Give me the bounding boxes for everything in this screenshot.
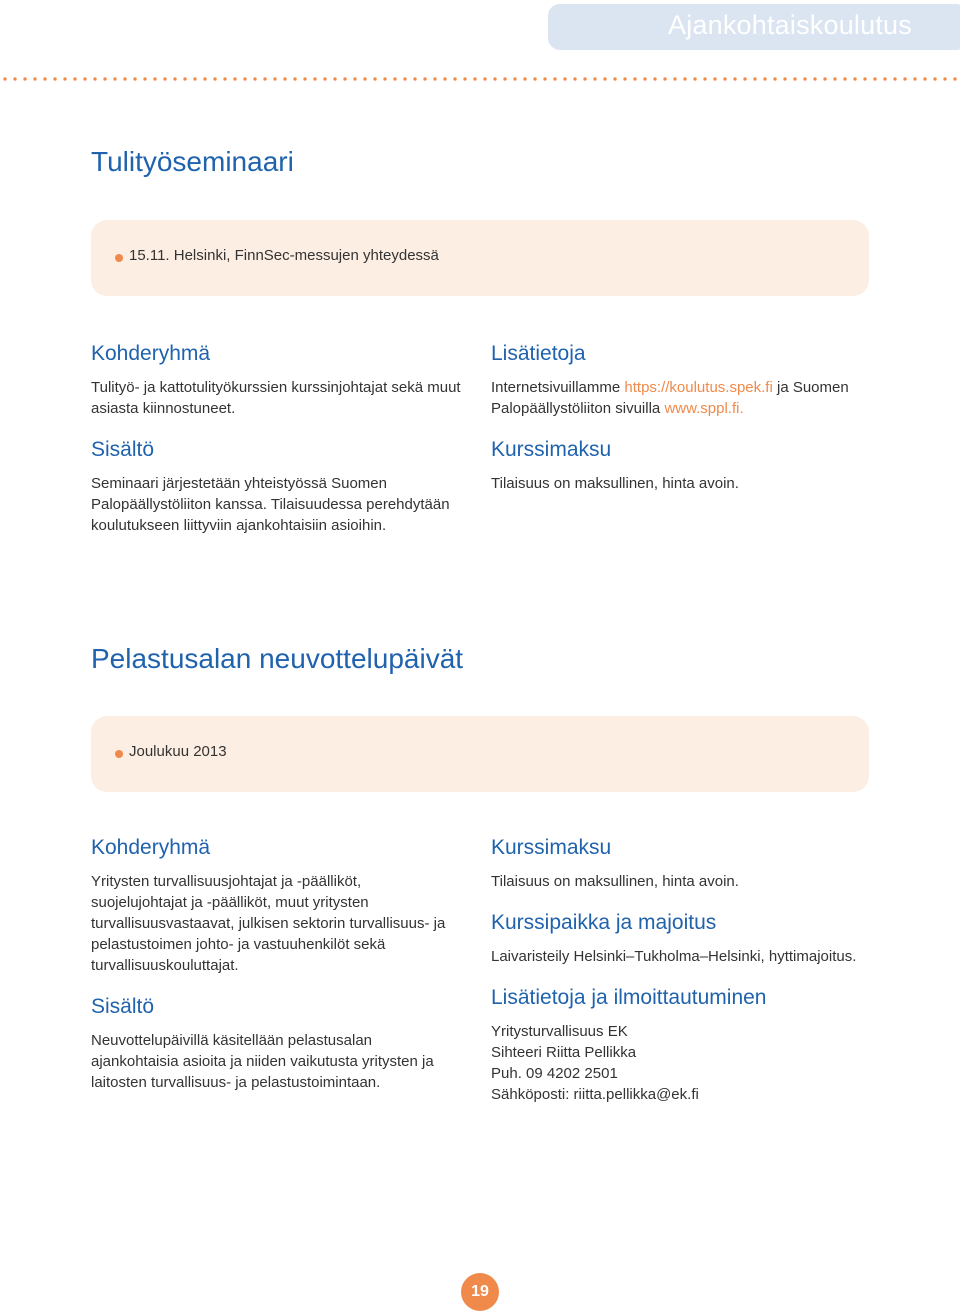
seminar1-date: 15.11. Helsinki, FinnSec-messujen yhteydessä bbox=[129, 247, 439, 264]
seminar1-right-column bbox=[491, 341, 869, 512]
seminar1-fee-heading: Kurssimaksu bbox=[491, 438, 612, 461]
seminar2-contact-block bbox=[491, 1021, 869, 1105]
seminar2-date: Joulukuu 2013 bbox=[129, 743, 227, 760]
seminar2-target-heading: Kohderyhmä bbox=[91, 836, 211, 859]
page-number: 19 bbox=[461, 1273, 499, 1311]
seminar1-left-column bbox=[91, 341, 461, 554]
seminar1-target-heading: Kohderyhmä bbox=[91, 342, 211, 365]
seminar1-title: Tulityöseminaari bbox=[91, 146, 294, 177]
seminar2-fee-heading: Kurssimaksu bbox=[491, 836, 612, 859]
sppl-link[interactable]: www.sppl.fi. bbox=[664, 400, 744, 417]
contact-name: Sihteeri Riitta Pellikka bbox=[491, 1044, 637, 1061]
contact-email[interactable]: Sähköposti: riitta.pellikka@ek.fi bbox=[491, 1086, 699, 1103]
dotted-divider bbox=[0, 77, 960, 81]
seminar2-venue-text: Laivaristeily Helsinki–Tukholma–Helsinki, hyttimajoitus. bbox=[491, 948, 857, 965]
contact-phone: Puh. 09 4202 2501 bbox=[491, 1065, 618, 1082]
bullet-icon bbox=[115, 254, 123, 262]
seminar1-fee-text: Tilaisuus on maksullinen, hinta avoin. bbox=[491, 475, 739, 492]
seminar2-right-column bbox=[491, 835, 869, 1105]
seminar2-date-box bbox=[91, 716, 869, 792]
bullet-icon bbox=[115, 750, 123, 758]
seminar1-date-box bbox=[91, 220, 869, 296]
info-text-before: Internetsivuillamme bbox=[491, 379, 625, 396]
seminar2-target-text: Yritysten turvallisuusjohtajat ja -päälliköt, suojelujohtajat ja -päälliköt, muut yritysten turvallisuusvastaavat, julkisen sektorin turvallisuus- ja pelastustoimen johto- ja vastuuhenkilöt sekä turvallisuuskouluttajat. bbox=[91, 873, 446, 974]
seminar2-contact-heading: Lisätietoja ja ilmoittautuminen bbox=[491, 986, 767, 1009]
section-title: Ajankohtaiskoulutus bbox=[668, 10, 912, 40]
seminar2-fee-text: Tilaisuus on maksullinen, hinta avoin. bbox=[491, 873, 739, 890]
seminar2-venue-heading: Kurssipaikka ja majoitus bbox=[491, 911, 717, 934]
seminar2-title: Pelastusalan neuvottelupäivät bbox=[91, 643, 464, 674]
seminar1-info-heading: Lisätietoja bbox=[491, 342, 586, 365]
seminar2-content-text: Neuvottelupäivillä käsitellään pelastusalan ajankohtaisia asioita ja niiden vaikutusta yritysten ja laitosten turvallisuus- ja pelastustoimintaan. bbox=[91, 1032, 434, 1091]
seminar1-info-text bbox=[491, 377, 869, 419]
seminar1-content-heading: Sisältö bbox=[91, 438, 155, 461]
seminar2-content-heading: Sisältö bbox=[91, 995, 155, 1018]
spek-link[interactable]: https://koulutus.spek.fi bbox=[624, 379, 773, 396]
contact-org: Yritysturvallisuus EK bbox=[491, 1023, 628, 1040]
seminar2-left-column bbox=[91, 835, 447, 1111]
seminar1-target-text: Tulityö- ja kattotulityökurssien kurssinjohtajat sekä muut asiasta kiinnostuneet. bbox=[91, 379, 461, 417]
info-text-middle: ja Suomen Palopäällystöliiton sivuilla bbox=[491, 379, 849, 417]
seminar1-content-text: Seminaari järjestetään yhteistyössä Suomen Palopäällystöliiton kanssa. Tilaisuudessa perehdytään koulutukseen liittyviin ajankohtaisiin asioihin. bbox=[91, 475, 450, 534]
